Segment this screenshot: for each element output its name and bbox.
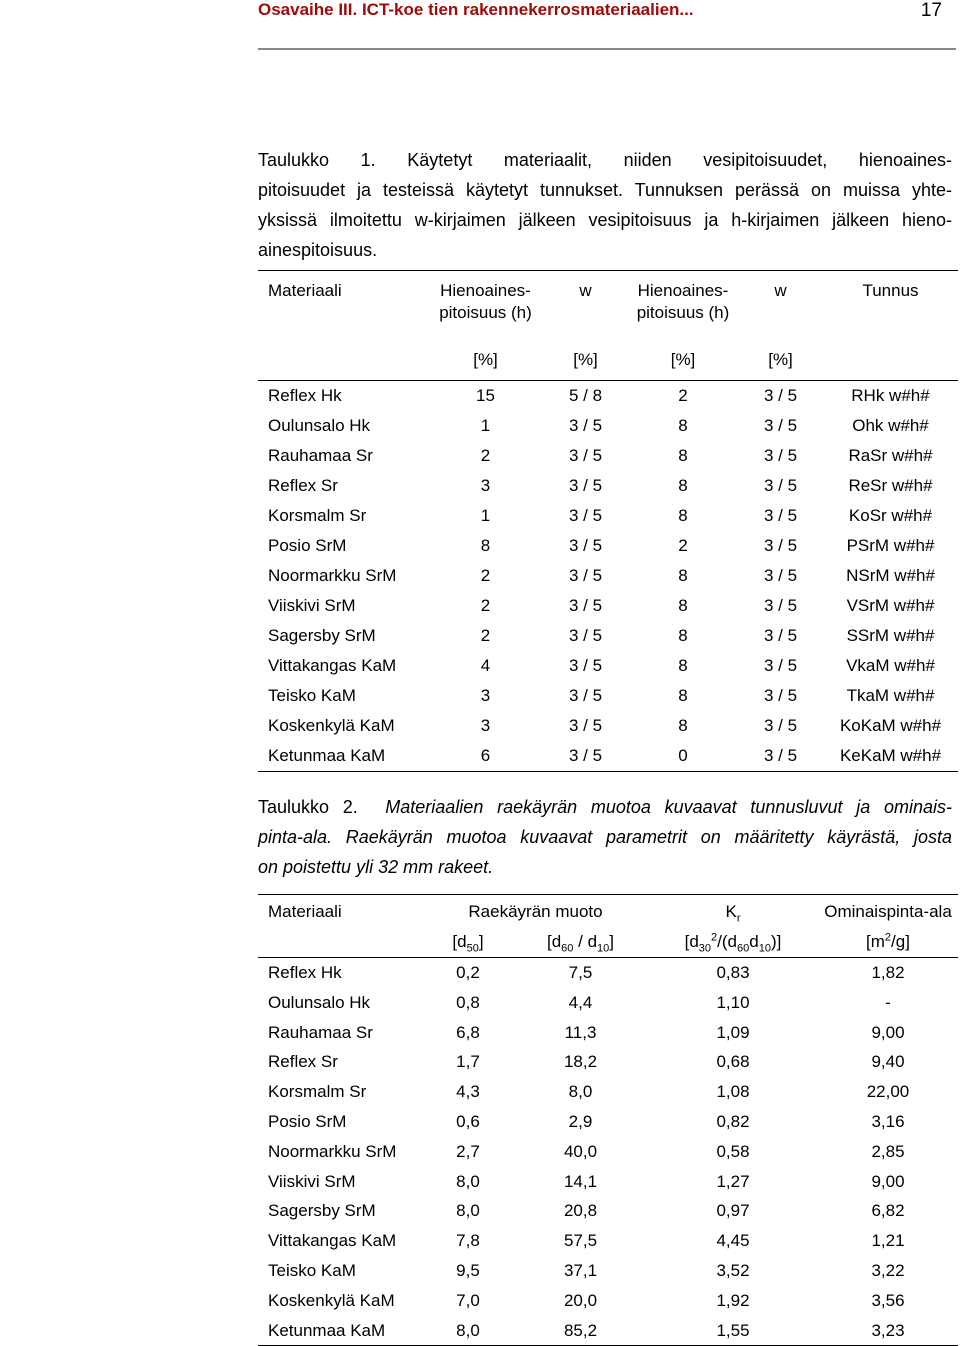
table-cell: 3 / 5 <box>763 446 798 465</box>
table-cell: 0,58 <box>716 1141 750 1161</box>
table-cell: 1 <box>480 506 491 525</box>
table-cell: NSrM w#h# <box>846 566 935 585</box>
table-row <box>258 1256 958 1286</box>
caption-line <box>258 792 952 822</box>
material-name: Korsmalm Sr <box>268 506 367 525</box>
material-name: Posio SrM <box>268 1111 347 1131</box>
table-cell: 1,10 <box>716 992 750 1012</box>
subscript: 10 <box>758 942 771 955</box>
page-header <box>0 0 960 20</box>
table-cell: 8,0 <box>568 1082 593 1102</box>
table-row <box>258 1316 958 1346</box>
table-cell: ReSr w#h# <box>848 476 933 495</box>
material-name: Teisko KaM <box>268 1260 356 1280</box>
table-cell: 4,45 <box>716 1231 750 1251</box>
caption-label: Taulukko 2. <box>258 797 358 817</box>
table-cell: KoKaM w#h# <box>839 716 942 735</box>
table-cell: 1,82 <box>871 963 905 982</box>
table-cell: 3 / 5 <box>763 656 798 675</box>
table-cell: 3,56 <box>871 1290 905 1310</box>
material-name: Ketunmaa KaM <box>258 1316 423 1346</box>
table-header-row <box>258 271 958 351</box>
table-cell: 9,5 <box>456 1260 480 1280</box>
table-cell: 1,7 <box>456 1052 480 1072</box>
table-cell: 3 / 5 <box>568 476 603 495</box>
table-cell: 11,3 <box>564 1022 597 1042</box>
table-cell: 8 <box>678 626 688 645</box>
table-cell: 3,22 <box>871 1260 905 1280</box>
table-cell: 22,00 <box>866 1082 910 1102</box>
material-name: Reflex Hk <box>268 963 342 982</box>
table-cell: 3 / 5 <box>568 446 603 465</box>
table-row <box>258 561 958 591</box>
table-cell: 3,52 <box>716 1260 750 1280</box>
caption-text: Materiaalien raekäyrän muotoa kuvaavat tunnusluvut ja ominais- <box>385 797 952 817</box>
material-name: Sagersby SrM <box>268 1201 376 1221</box>
table-cell: 7,5 <box>568 963 593 982</box>
material-name: Vittakangas KaM <box>268 656 397 675</box>
table-cell: 3,16 <box>871 1111 905 1131</box>
table-cell: 3 / 5 <box>763 476 798 495</box>
table-cell: 9,00 <box>871 1171 905 1191</box>
unit-cell: [%] <box>628 350 738 381</box>
table-cell: 3 / 5 <box>568 506 603 525</box>
table-cell: 3 / 5 <box>738 741 823 772</box>
header-divider <box>258 48 956 50</box>
materials-table <box>258 270 958 772</box>
table-cell: 8 <box>678 596 688 615</box>
column-header: Tunnus <box>823 271 958 351</box>
table-cell: PSrM w#h# <box>846 536 935 555</box>
material-name: Reflex Sr <box>268 476 338 495</box>
table-cell: RHk w#h# <box>851 386 930 405</box>
page-number: 17 <box>920 0 942 21</box>
material-name: Noormarkku SrM <box>268 566 397 585</box>
table-cell: 15 <box>476 386 495 405</box>
material-name: Oulunsalo Hk <box>268 416 371 435</box>
table-row <box>258 711 958 741</box>
unit-cell <box>258 927 423 958</box>
table-cell: 8 <box>480 536 491 555</box>
table-row <box>258 411 958 441</box>
table-cell: 3 <box>480 716 491 735</box>
table-cell: 3 / 5 <box>763 686 798 705</box>
table-row <box>258 1286 958 1316</box>
column-header: Ominaispinta-ala <box>818 895 958 928</box>
table-cell: 1 <box>480 416 491 435</box>
unit-cell: $[d_{60} / d_{10}]$ <box>513 927 648 958</box>
table-cell: 3 / 5 <box>568 566 603 585</box>
table-cell: 8 <box>678 716 688 735</box>
caption-line: yksissä ilmoitettu w-kirjaimen jälkeen vesipitoisuus ja h-kirjaimen jälkeen hieno- <box>258 210 952 230</box>
table-row <box>258 1018 958 1048</box>
unit-cell <box>823 350 958 381</box>
table-cell: - <box>885 992 891 1012</box>
table-row <box>258 1047 958 1077</box>
table-cell: 3 / 5 <box>568 416 603 435</box>
table-cell: 0,82 <box>716 1111 750 1131</box>
table1-caption <box>258 145 952 265</box>
table-cell: VkaM w#h# <box>846 656 935 675</box>
table-cell: 4,3 <box>456 1082 480 1102</box>
table-row <box>258 681 958 711</box>
table-cell: 1,55 <box>648 1316 818 1346</box>
table-cell: SSrM w#h# <box>846 626 935 645</box>
material-name: Reflex Sr <box>268 1052 338 1072</box>
table-cell: 3 / 5 <box>568 686 603 705</box>
table-cell: 6 <box>428 741 543 772</box>
table-unit-row <box>258 350 958 381</box>
table-cell: 2,7 <box>456 1141 480 1161</box>
table-cell: 3,23 <box>818 1316 958 1346</box>
caption-line: Taulukko 1. Käytetyt materiaalit, niiden vesipitoisuudet, hienoaines- <box>258 150 952 170</box>
subscript: 60 <box>737 942 750 955</box>
table-cell: 1,27 <box>716 1171 750 1191</box>
table-cell: 9,40 <box>871 1052 905 1072</box>
column-header: Raekäyrän muoto <box>423 895 648 928</box>
material-name: Sagersby SrM <box>268 626 376 645</box>
column-header: Hienoaines- pitoisuus (h) <box>628 271 738 351</box>
table-row <box>258 1167 958 1197</box>
table-cell: 2 <box>678 386 688 405</box>
column-header: w <box>738 271 823 351</box>
table-cell: 8 <box>678 446 688 465</box>
caption-line: pitoisuudet ja testeissä käytetyt tunnukset. Tunnuksen perässä on muissa yhte- <box>258 180 952 200</box>
table-cell: 3 / 5 <box>568 656 603 675</box>
material-name: Teisko KaM <box>268 686 356 705</box>
table-cell: 4 <box>480 656 491 675</box>
table-cell: 3 / 5 <box>568 716 603 735</box>
table-cell: 2 <box>480 566 491 585</box>
table-cell: 8 <box>678 506 688 525</box>
material-name: Noormarkku SrM <box>268 1141 397 1161</box>
unit-cell: $[m^2/g]$ <box>818 927 958 958</box>
unit-cell: $[d_{50}]$ <box>423 927 513 958</box>
unit-cell: [%] <box>543 350 628 381</box>
table-row <box>258 1226 958 1256</box>
table-row <box>258 591 958 621</box>
table-cell: 8,0 <box>456 1171 480 1191</box>
column-header: Materiaali <box>258 271 428 351</box>
unit-cell: [%] <box>428 350 543 381</box>
table-cell: 0,8 <box>456 992 480 1012</box>
table2-caption <box>258 792 952 882</box>
subscript: 30 <box>698 942 712 955</box>
table-row <box>258 381 958 412</box>
column-header: $K_r$ <box>648 895 818 928</box>
table-row <box>258 441 958 471</box>
table-cell: 8 <box>678 656 688 675</box>
table-row <box>258 1196 958 1226</box>
table-cell: 8,0 <box>423 1316 513 1346</box>
table-cell: VSrM w#h# <box>846 596 935 615</box>
table-cell: 7,0 <box>456 1290 480 1310</box>
material-name: Korsmalm Sr <box>268 1082 367 1102</box>
table-cell: 6,8 <box>456 1022 480 1042</box>
table-row <box>258 1077 958 1107</box>
table-cell: 3 / 5 <box>763 596 798 615</box>
table-row <box>258 1107 958 1137</box>
table-row <box>258 651 958 681</box>
table-cell: 2 <box>480 446 491 465</box>
table-cell: 3 / 5 <box>763 626 798 645</box>
material-name: Vittakangas KaM <box>268 1231 397 1251</box>
material-name: Ketunmaa KaM <box>258 741 428 772</box>
table-cell: 9,00 <box>871 1022 905 1042</box>
table-cell: RaSr w#h# <box>848 446 933 465</box>
grain-size-table <box>258 894 958 1346</box>
table-cell: 3 / 5 <box>763 386 798 405</box>
unit-cell: $[d_{30}^2/(d_{60}d_{10})]$ <box>648 927 818 958</box>
table-cell: 5 / 8 <box>568 386 603 405</box>
table-cell: 2 <box>480 596 491 615</box>
table-cell: Ohk w#h# <box>852 416 929 435</box>
material-name: Posio SrM <box>268 536 347 555</box>
subscript: 50 <box>466 942 479 955</box>
table-cell: 1,08 <box>716 1082 750 1102</box>
table-row <box>258 471 958 501</box>
table-cell: 3 / 5 <box>568 596 603 615</box>
table-cell: 85,2 <box>513 1316 648 1346</box>
caption-line: on poistettu yli 32 mm rakeet. <box>258 857 494 877</box>
table-cell: 3 <box>480 686 491 705</box>
table-cell: 3 / 5 <box>763 416 798 435</box>
material-name: Rauhamaa Sr <box>268 446 373 465</box>
caption-line: ainespitoisuus. <box>258 240 378 260</box>
table-cell: 4,4 <box>568 992 593 1012</box>
unit-cell: [%] <box>738 350 823 381</box>
table-cell: 0 <box>628 741 738 772</box>
table-cell: 20,0 <box>563 1290 598 1310</box>
table-cell: 20,8 <box>563 1201 598 1221</box>
material-name: Reflex Hk <box>268 386 342 405</box>
subscript: 60 <box>561 942 574 955</box>
table-cell: 2 <box>480 626 491 645</box>
table-row <box>258 741 958 772</box>
table-cell: 6,82 <box>871 1201 905 1221</box>
material-name: Viiskivi SrM <box>268 1171 356 1191</box>
table-cell: 8 <box>678 416 688 435</box>
table-cell: 0,97 <box>716 1201 750 1221</box>
table-cell: 7,8 <box>456 1231 480 1251</box>
table-cell: 0,2 <box>456 963 480 982</box>
table-cell: 8 <box>678 566 688 585</box>
table-header-row <box>258 895 958 928</box>
table-cell: 3 <box>480 476 491 495</box>
material-name: Koskenkylä KaM <box>268 716 395 735</box>
table-cell: 1,09 <box>716 1022 750 1042</box>
table-cell: 37,1 <box>563 1260 598 1280</box>
table-unit-row <box>258 927 958 958</box>
caption-line: pinta-ala. Raekäyrän muotoa kuvaavat parametrit on määritetty käyrästä, josta <box>258 827 952 847</box>
table-cell: TkaM w#h# <box>846 686 935 705</box>
table-cell: 0,83 <box>716 963 750 982</box>
table-cell: 3 / 5 <box>763 716 798 735</box>
table-cell: 3 / 5 <box>763 566 798 585</box>
material-name: Koskenkylä KaM <box>268 1290 395 1310</box>
table-cell: 8 <box>678 476 688 495</box>
table-row <box>258 1137 958 1167</box>
table-cell: 3 / 5 <box>568 536 603 555</box>
column-header: Hienoaines- pitoisuus (h) <box>428 271 543 351</box>
subscript: 10 <box>597 942 610 955</box>
table-cell: KoSr w#h# <box>848 506 933 525</box>
superscript: 2 <box>711 931 718 944</box>
table-cell: 2,9 <box>568 1111 593 1131</box>
table-cell: 3 / 5 <box>568 626 603 645</box>
table-cell: 57,5 <box>563 1231 598 1251</box>
table-cell: 0,68 <box>716 1052 750 1072</box>
table-cell: 2 <box>678 536 688 555</box>
table-cell: 0,6 <box>456 1111 480 1131</box>
column-header: w <box>543 271 628 351</box>
table-cell: 1,92 <box>716 1290 750 1310</box>
material-name: Rauhamaa Sr <box>268 1022 373 1042</box>
header-title: Osavaihe III. ICT-koe tien rakennekerrosmateriaalien... <box>258 0 694 19</box>
table-row <box>258 988 958 1018</box>
table-cell: 3 / 5 <box>763 536 798 555</box>
table-row <box>258 621 958 651</box>
table-row <box>258 958 958 988</box>
table-cell: 40,0 <box>563 1141 598 1161</box>
subscript: r <box>736 912 741 925</box>
unit-cell <box>258 350 428 381</box>
table-row <box>258 531 958 561</box>
table-cell: 8,0 <box>456 1201 480 1221</box>
column-header: Materiaali <box>258 895 423 928</box>
table-cell: KeKaM w#h# <box>823 741 958 772</box>
table-row <box>258 501 958 531</box>
material-name: Oulunsalo Hk <box>268 992 371 1012</box>
table-cell: 2,85 <box>871 1141 905 1161</box>
table-cell: 1,21 <box>871 1231 905 1251</box>
material-name: Viiskivi SrM <box>268 596 356 615</box>
table-cell: 14,1 <box>563 1171 598 1191</box>
table-cell: 3 / 5 <box>543 741 628 772</box>
table-cell: 18,2 <box>563 1052 598 1072</box>
table-cell: 8 <box>678 686 688 705</box>
superscript: 2 <box>884 931 892 944</box>
table-cell: 3 / 5 <box>763 506 798 525</box>
